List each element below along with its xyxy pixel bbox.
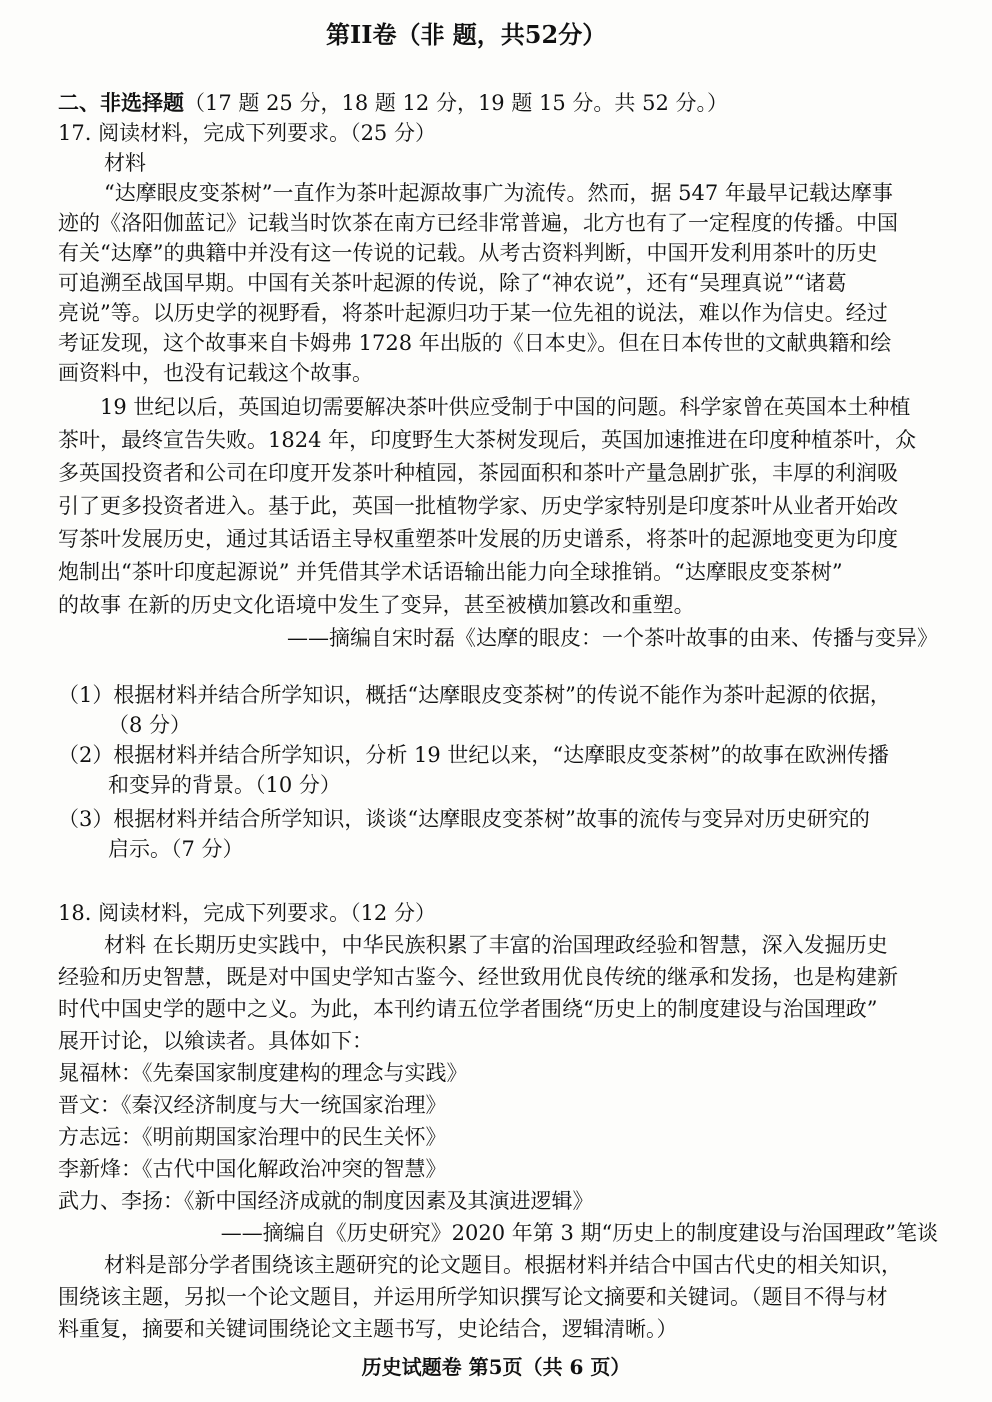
q18-paper-item: 武力、李扬：《新中国经济成就的制度因素及其演进逻辑》	[58, 1189, 594, 1213]
q17-question-2-cont: 和变异的背景。（10 分）	[108, 773, 341, 797]
q17-text-line: 可追溯至战国早期。中国有关茶叶起源的传说，除了“神农说”，还有“吴理真说”“诸葛	[58, 271, 847, 295]
q17-text-line: “达摩眼皮变茶树”一直作为茶叶起源故事广为流传。然而，据 547 年最早记载达摩事	[104, 181, 893, 205]
q17-question-1: （1）根据材料并结合所学知识，概括“达摩眼皮变茶树”的传说不能作为茶叶起源的依据，	[58, 683, 891, 707]
q18-task-line: 材料是部分学者围绕该主题研究的论文题目。根据材料并结合中国古代史的相关知识，	[104, 1253, 902, 1277]
q18-paper-item: 晋文：《秦汉经济制度与大一统国家治理》	[58, 1093, 447, 1117]
q18-text-line: 展开讨论，以飨读者。具体如下：	[58, 1029, 373, 1053]
q18-text-line: 经验和历史智慧，既是对中国史学知古鉴今、经世致用优良传统的继承和发扬，也是构建新	[58, 965, 898, 989]
q17-source: ——摘编自宋时磊《达摩的眼皮：一个茶叶故事的由来、传播与变异》	[287, 626, 938, 650]
q17-text-line: 的故事 在新的历史文化语境中发生了变异，甚至被横加篡改和重塑。	[58, 593, 695, 617]
q17-text-line: 写茶叶发展历史，通过其话语主导权重塑茶叶发展的历史谱系，将茶叶的起源地变更为印度	[58, 527, 898, 551]
section-heading	[58, 88, 938, 118]
q18-paper-item: 李新烽：《古代中国化解政治冲突的智慧》	[58, 1157, 447, 1181]
q18-text-line: 时代中国史学的题中之义。为此，本刊约请五位学者围绕“历史上的制度建设与治国理政”	[58, 997, 878, 1021]
q18-source: ——摘编自《历史研究》2020 年第 3 期“历史上的制度建设与治国理政”笔谈	[220, 1221, 938, 1245]
q17-question-1-cont: （8 分）	[108, 713, 192, 737]
q17-question-2: （2）根据材料并结合所学知识，分析 19 世纪以来，“达摩眼皮变茶树”的故事在欧洲传播	[58, 743, 889, 767]
q17-question-3-cont: 启示。（7 分）	[108, 837, 244, 861]
section-title: 二、非选择题	[58, 90, 184, 115]
q17-question-3: （3）根据材料并结合所学知识，谈谈“达摩眼皮变茶树”故事的流传与变异对历史研究的	[58, 807, 870, 831]
section-info: （17 题 25 分，18 题 12 分，19 题 15 分。共 52 分。）	[184, 91, 728, 115]
q18-task-line: 围绕该主题，另拟一个论文题目，并运用所学知识撰写论文摘要和关键词。（题目不得与材	[58, 1285, 888, 1309]
q17-text-line: 引了更多投资者进入。基于此，英国一批植物学家、历史学家特别是印度茶叶从业者开始改	[58, 494, 898, 518]
q17-text-line: 迹的《洛阳伽蓝记》记载当时饮茶在南方已经非常普遍，北方也有了一定程度的传播。中国	[58, 211, 898, 235]
q18-paper-item: 晁福林：《先秦国家制度建构的理念与实践》	[58, 1061, 468, 1085]
q17-text-line: 炮制出“茶叶印度起源说” 并凭借其学术话语输出能力向全球推销。“达摩眼皮变茶树”	[58, 560, 843, 584]
page-header: 第II卷（非 题，共52分）	[326, 20, 607, 49]
page-footer: 历史试题卷 第5页（共 6 页）	[361, 1355, 631, 1379]
q17-text-line: 亮说”等。以历史学的视野看，将茶叶起源归功于某一位先祖的说法，难以作为信史。经过	[58, 301, 888, 325]
q17-text-line: 考证发现，这个故事来自卡姆弗 1728 年出版的《日本史》。但在日本传世的文献典籍和绘	[58, 331, 892, 355]
q17-text-line: 茶叶，最终宣告失败。1824 年，印度野生大茶树发现后，英国加速推进在印度种植茶叶，众	[58, 428, 917, 452]
q17-text-line: 多英国投资者和公司在印度开发茶叶种植园，茶园面积和茶叶产量急剧扩张，丰厚的利润吸	[58, 461, 898, 485]
q17-text-line: 画资料中，也没有记载这个故事。	[58, 361, 373, 385]
q17-text-line: 有关“达摩”的典籍中并没有这一传说的记载。从考古资料判断，中国开发利用茶叶的历史	[58, 241, 878, 265]
q17-title: 17. 阅读材料，完成下列要求。（25 分）	[58, 121, 436, 145]
q17-material-label: 材料	[104, 151, 146, 175]
q17-text-line: 19 世纪以后，英国迫切需要解决茶叶供应受制于中国的问题。科学家曾在英国本土种植	[100, 395, 911, 419]
q18-paper-item: 方志远：《明前期国家治理中的民生关怀》	[58, 1125, 447, 1149]
q18-task-line: 料重复，摘要和关键词围绕论文主题书写，史论结合，逻辑清晰。）	[58, 1317, 678, 1341]
q18-text-line: 材料 在长期历史实践中，中华民族积累了丰富的治国理政经验和智慧，深入发掘历史	[104, 933, 888, 957]
q18-title: 18. 阅读材料，完成下列要求。（12 分）	[58, 901, 436, 925]
